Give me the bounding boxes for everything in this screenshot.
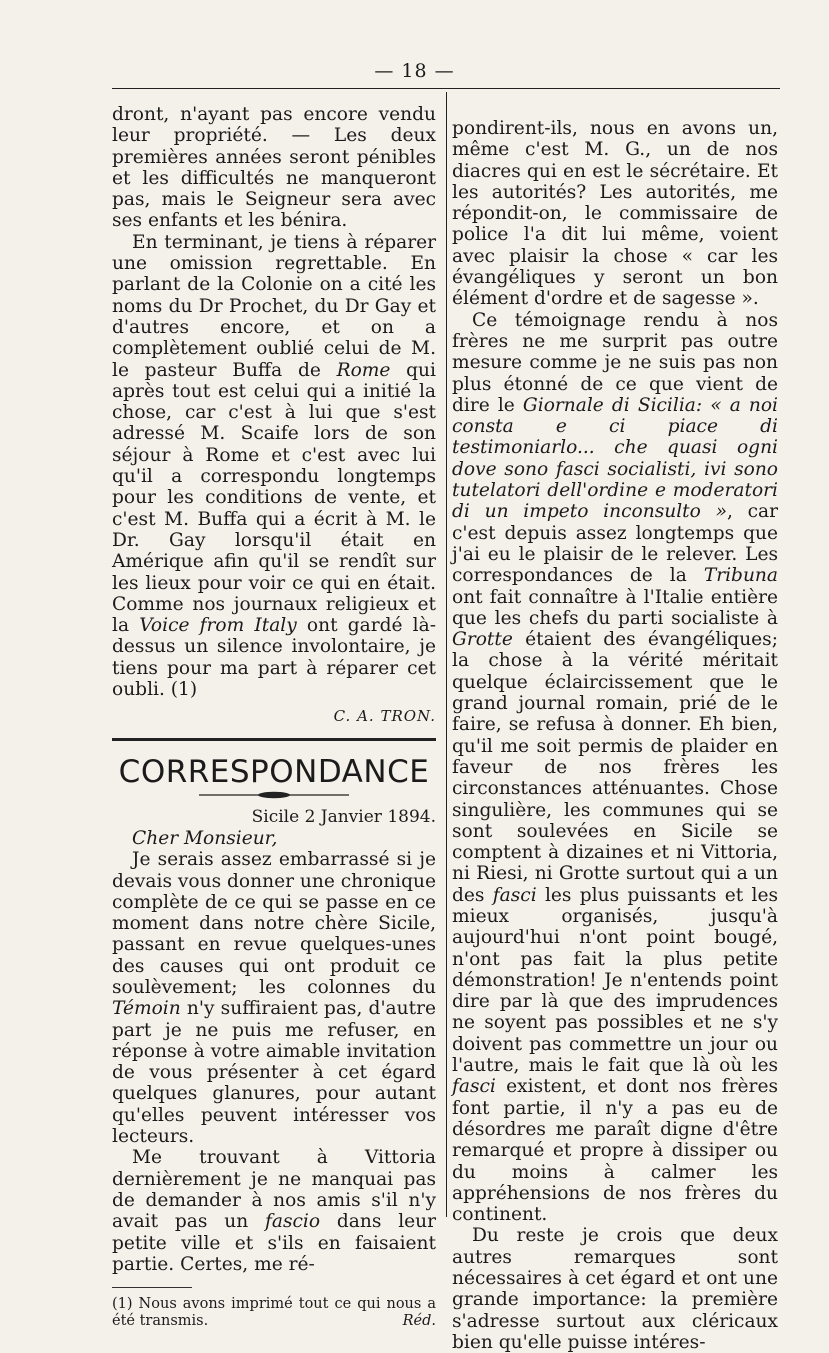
italic-run: Rome — [336, 359, 391, 381]
italic-run: fasci — [452, 1076, 496, 1098]
footnote-text: (1) Nous avons imprimé tout ce qui nous a été transmis. — [112, 1296, 436, 1330]
page-number: — 18 — — [374, 60, 455, 82]
footnote-rule — [112, 1287, 192, 1288]
italic-run: fasci — [492, 884, 537, 906]
paragraph: dront, n'ayant pas encore vendu leur propriété. — Les deux premières années seront pénibles et les difficultés ne manqueront pas, mais le Seigneur sera avec ses enfants et les bénira. — [112, 104, 436, 232]
italic-run: Témoin — [112, 998, 181, 1020]
footnote — [112, 1296, 436, 1330]
paragraph — [452, 310, 778, 1226]
text-run: étaient des évangéliques; la chose à la vérité méritait quelque éclaircissement que le grand journal romain, prié de le faire, se refusa à donner. Eh bien, qu'il me soit permis de plaider en faveur de nos frères les circonstances atténuantes. Chose singulière, les communes qui se sont soulevées en Sicile se comptent à dizaines et ni Vittoria, ni Riesi, ni Grotte surtout qui a un des — [452, 629, 778, 906]
signature: C. A. TRON. — [333, 707, 436, 726]
italic-run: Tribuna — [703, 565, 778, 587]
dateline: Sicile 2 Janvier 1894. — [251, 806, 436, 827]
italic-run: fascio — [265, 1211, 321, 1233]
text-run: existent, et dont nos frères font partie, il n'y a pas eu de désordres me paraît digne d'être remarqué et propre à dissiper ou du moins à calmer les appréhensions de nos frères du continent. — [452, 1076, 778, 1226]
ornament-divider — [199, 791, 349, 799]
text-run: qui après tout est celui qui a initié la chose, car c'est à lui que s'est adressé M. Scaife lors de son séjour à Rome et c'est avec lui qu'il a correspondu longtemps pour les conditions de vente, et c'est M. Buffa qui a écrit à M. le Dr. Gay lorsqu'il était en Amérique afin qu'il se rendît sur les lieux pour voir ce qui en était. Comme nos journaux religieux et la — [112, 359, 436, 637]
section-rule — [112, 738, 436, 741]
paragraph — [112, 232, 436, 701]
text-run: , car c'est depuis assez longtemps que j'ai eu le plaisir de le relever. Les correspondances de la — [452, 501, 778, 587]
text-run: En terminant, je tiens à réparer une omission regrettable. En parlant de la Colonie on a cité les noms du Dr Prochet, du Dr Gay et d'autres encore, et on a complètement oublié celui de M. le pasteur Buffa de — [112, 231, 436, 381]
section-title: CORRESPONDANCE — [118, 753, 430, 790]
text-run: dans leur petite ville et s'ils en faisaient partie. Certes, me ré- — [112, 1211, 437, 1275]
italic-run: Giornale di Sicilia: « a noi consta e ci piace di testimoniarlo... che quasi ogni dove sono fasci socialisti, ivi sono tutelatori dell'ordine e moderatori di un impeto inconsulto » — [452, 394, 778, 523]
text-run: Ce témoignage rendu à nos frères ne me surprit pas outre mesure comme je ne suis pas non plus étonné de ce que vient de dire le — [452, 309, 778, 416]
paragraph: pondirent-ils, nous en avons un, même c'est M. G., un de nos diacres qui en est le sécrétaire. Et les autorités? Les autorités, me répondit-on, le commissaire de police l'a dit lui même, voient avec plaisir la chose « car les évangéliques y seront un bon élément d'ordre et de sagesse ». — [452, 118, 778, 310]
text-run: Me trouvant à Vittoria dernièrement je ne manquai pas de demander à nos amis s'il n'y avait pas un — [112, 1147, 436, 1233]
paragraph — [112, 849, 436, 1147]
right-column — [452, 118, 778, 1353]
italic-run: Grotte — [452, 629, 513, 651]
text-run: ont gardé là-dessus un silence involontaire, je tiens pour ma part à réparer cet oubli. (1) — [112, 615, 436, 701]
italic-run: Voice from Italy — [139, 615, 297, 637]
salutation: Cher Monsieur, — [132, 827, 278, 849]
paragraph: Du reste je crois que deux autres remarques sont nécessaires à cet égard et ont une grande importance: la première s'adresse surtout aux cléricaux bien qu'elle puisse intéres- — [452, 1225, 778, 1353]
text-run: Je serais assez embarrassé si je devais vous donner une chronique complète de ce qui se passe en ce moment dans notre chère Sicile, passant en revue quelques-unes des causes qui ont produit ce soulèvement; les colonnes du — [112, 849, 437, 998]
paragraph — [112, 1147, 436, 1275]
text-run: les plus puissants et les mieux organisés, jusqu'à aujourd'hui n'ont point bougé, n'ont pas fait la plus petite démonstration! Je n'entends point dire par là que des imprudences ne soyent pas possibles et ne s'y doivent pas commettre un jour ou l'autre, mais le fait que là où les — [452, 884, 778, 1077]
header-rule — [112, 88, 780, 89]
column-divider — [446, 92, 447, 1217]
footnote-signature: Réd. — [402, 1313, 436, 1330]
text-run: n'y suffiraient pas, d'autre part je ne puis me refuser, en réponse à votre aimable invitation de vous présenter à cet égard quelques glanures, pour autant qu'elles peuvent intéresser vos lecteurs. — [112, 998, 436, 1148]
text-run: ont fait connaître à l'Italie entière que les chefs du parti socialiste à — [452, 586, 778, 629]
left-column — [112, 104, 436, 1330]
